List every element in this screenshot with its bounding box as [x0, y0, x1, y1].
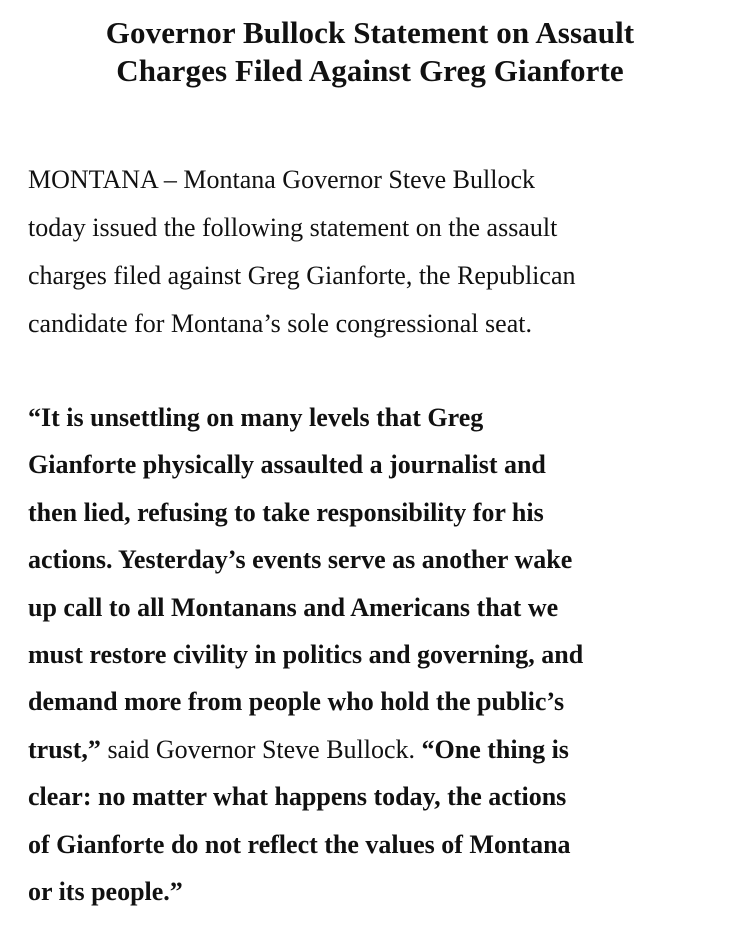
- intro-paragraph: [28, 156, 728, 348]
- quote-line-9: clear: no matter what happens today, the actions: [28, 782, 567, 812]
- quote-line-6: must restore civility in politics and governing, and: [28, 640, 584, 670]
- quote-line-5: up call to all Montanans and Americans that we: [28, 592, 559, 622]
- intro-line-4: candidate for Montana’s sole congressional seat.: [28, 309, 532, 338]
- quote-line-11: or its people.”: [28, 877, 183, 907]
- statement-title: [0, 14, 740, 90]
- quote-line-1: “It is unsettling on many levels that Greg: [28, 403, 484, 432]
- quote-attribution: said Governor Steve Bullock.: [100, 734, 422, 764]
- quote-paragraph: [28, 394, 728, 915]
- quote-line-7: demand more from people who hold the public’s: [28, 687, 565, 717]
- title-line-2: Charges Filed Against Greg Gianforte: [116, 53, 624, 88]
- quote-line-2: Gianforte physically assaulted a journalist and: [28, 450, 546, 480]
- intro-line-2: today issued the following statement on the assault: [28, 213, 558, 242]
- title-line-1: Governor Bullock Statement on Assault: [105, 15, 635, 50]
- quote-line-8-bold-start: trust,”: [28, 734, 101, 764]
- quote-line-8-bold-end: “One thing is: [421, 734, 569, 764]
- quote-line-4: actions. Yesterday’s events serve as another wake: [28, 545, 573, 575]
- quote-line-8: [28, 726, 728, 773]
- intro-line-3: charges filed against Greg Gianforte, the Republican: [28, 261, 576, 290]
- intro-line-1: MONTANA – Montana Governor Steve Bullock: [28, 165, 536, 194]
- quote-line-10: of Gianforte do not reflect the values of Montana: [28, 829, 571, 859]
- quote-line-3: then lied, refusing to take responsibility for his: [28, 497, 544, 527]
